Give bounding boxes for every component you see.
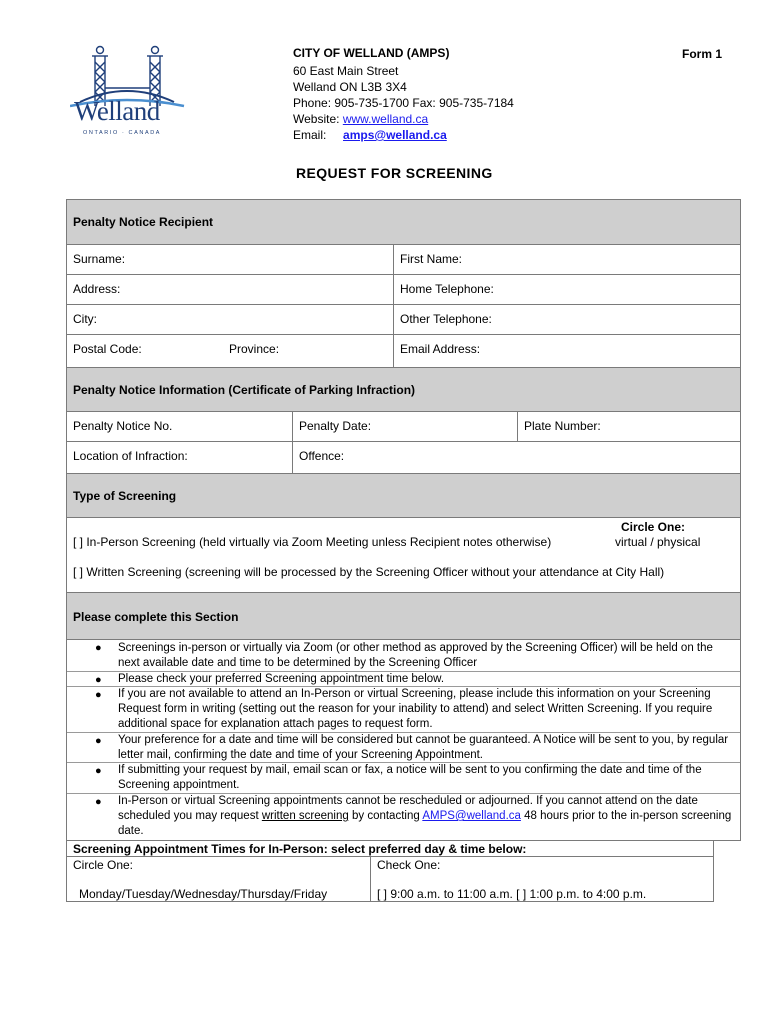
bullet-icon: ● — [95, 642, 102, 654]
appointment-times-table — [66, 840, 714, 902]
address-field[interactable]: Address: — [73, 282, 121, 296]
recipient-row-1 — [67, 245, 740, 275]
penalty-date-field[interactable]: Penalty Date: — [292, 412, 517, 441]
bullet-icon: ● — [95, 796, 102, 808]
email-label: Email: — [293, 128, 327, 142]
virtual-physical-options[interactable]: virtual / physical — [615, 535, 701, 549]
address-line-2: Welland ON L3B 3X4 — [293, 80, 407, 94]
email-link[interactable]: amps@welland.ca — [343, 128, 447, 142]
instruction-item: ● Your preference for a date and time will be considered but cannot be guaranteed. A Notice will be sent to you, by regular letter mail, confirming the date and time of your Screening Appointment. — [67, 733, 740, 763]
email-address-field[interactable]: Email Address: — [393, 335, 740, 367]
home-telephone-field[interactable]: Home Telephone: — [393, 275, 740, 304]
other-telephone-field[interactable]: Other Telephone: — [393, 305, 740, 334]
instruction-item: ● If you are not available to attend an In-Person or virtual Screening, please include this information on your Screening Request form in writing (setting out the reason for your inability to attend) and select Written Screening. If you require additional space for explanation attach pages to request form. — [67, 687, 740, 733]
screening-section-header: Type of Screening — [67, 473, 740, 518]
divider — [67, 856, 713, 857]
location-field[interactable]: Location of Infraction: — [73, 449, 188, 463]
page-title: REQUEST FOR SCREENING — [296, 165, 493, 181]
surname-field[interactable]: Surname: — [73, 252, 126, 266]
circle-one-label: Circle One: — [621, 520, 686, 534]
request-form-box — [66, 199, 741, 640]
in-person-screening-option[interactable]: [ ] In-Person Screening (held virtually via Zoom Meeting unless Recipient notes otherwise) — [73, 535, 552, 549]
logo-subtitle: ONTARIO · CANADA — [83, 130, 162, 136]
written-screening-text: written screening — [261, 810, 349, 822]
plate-number-field[interactable]: Plate Number: — [517, 412, 740, 441]
complete-section-header: Please complete this Section — [67, 592, 740, 640]
notice-row-2 — [67, 442, 740, 473]
bullet-icon: ● — [95, 765, 102, 777]
instructions-box — [66, 639, 741, 841]
instruction-item: ● If submitting your request by mail, email scan or fax, a notice will be sent to you confirming the date and time of the Screening appointment. — [67, 763, 740, 794]
form-number: Form 1 — [682, 47, 723, 61]
recipient-section-header: Penalty Notice Recipient — [67, 199, 740, 245]
logo-wordmark: Welland — [74, 96, 160, 126]
email-line — [293, 127, 447, 143]
penalty-notice-no-field[interactable]: Penalty Notice No. — [73, 419, 173, 433]
day-circle-one-label: Circle One: — [73, 858, 134, 872]
recipient-row-4 — [67, 335, 740, 367]
address-line-1: 60 East Main Street — [293, 64, 399, 78]
bullet-icon: ● — [95, 735, 102, 747]
postal-code-field[interactable]: Postal Code: — [73, 342, 142, 356]
amps-email-link[interactable]: AMPS@welland.ca — [422, 810, 521, 822]
province-field[interactable]: Province: — [229, 342, 280, 356]
city-field[interactable]: City: — [73, 312, 97, 326]
website-link[interactable]: www.welland.ca — [342, 112, 429, 126]
instruction-item: ● Please check your preferred Screening appointment time below. — [67, 672, 740, 687]
weekday-options[interactable]: Monday/Tuesday/Wednesday/Thursday/Friday — [79, 887, 328, 901]
appointment-heading: Screening Appointment Times for In-Person: select preferred day & time below: — [73, 842, 527, 856]
notice-row-1 — [67, 412, 740, 442]
phone-fax-line: Phone: 905-735-1700 Fax: 905-735-7184 — [293, 96, 514, 110]
time-check-one-label: Check One: — [377, 858, 441, 872]
website-label: Website: — [293, 112, 340, 126]
website-line — [293, 111, 428, 127]
org-name: CITY OF WELLAND (AMPS) — [293, 46, 450, 60]
instruction-item: ● Screenings in-person or virtually via Zoom (or other method as approved by the Screening Officer) will be held on the next available date and time to be determined by the Screening Officer — [67, 640, 740, 672]
bullet-icon: ● — [95, 689, 102, 701]
recipient-row-2 — [67, 275, 740, 305]
divider — [370, 856, 371, 901]
instruction-item: ● In-Person or virtual Screening appointments cannot be rescheduled or adjourned. If you cannot attend on the date scheduled you may request written screening by contacting AMPS@welland.ca 48 hours prior to the in-person screening date. — [95, 795, 732, 837]
offence-field[interactable]: Offence: — [292, 442, 740, 473]
bullet-icon: ● — [95, 674, 102, 686]
written-screening-option[interactable]: [ ] Written Screening (screening will be processed by the Screening Officer without your attendance at City Hall) — [73, 565, 665, 579]
screening-options — [67, 518, 740, 592]
recipient-row-3 — [67, 305, 740, 335]
time-slot-options[interactable]: [ ] 9:00 a.m. to 11:00 a.m. [ ] 1:00 p.m. to 4:00 p.m. — [377, 887, 647, 901]
first-name-field[interactable]: First Name: — [393, 245, 740, 274]
notice-section-header: Penalty Notice Information (Certificate of Parking Infraction) — [67, 367, 740, 412]
